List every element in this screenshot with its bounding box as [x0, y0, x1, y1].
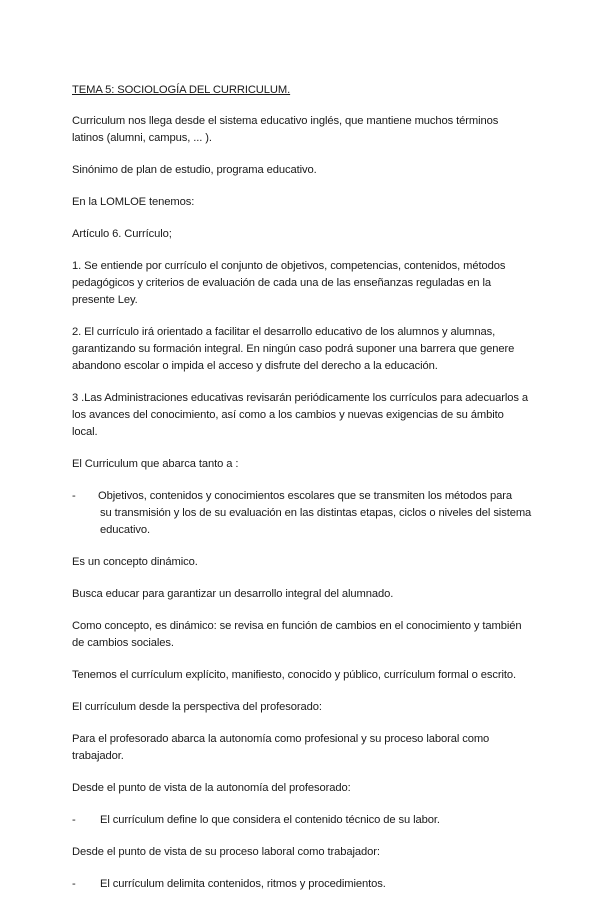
paragraph-autonomy-viewpoint: Desde el punto de vista de la autonomía del profesorado: [72, 782, 351, 794]
paragraph-curriculum-covers: El Curriculum que abarca tanto a : [72, 458, 239, 470]
paragraph-lomloe: En la LOMLOE tenemos: [72, 196, 195, 208]
document-page [72, 82, 532, 908]
paragraph-article-6-point-1: 1. Se entiende por currículo el conjunto de objetivos, competencias, contenidos, métodos pedagógicos y criterios de evaluación de cada una de las enseñanzas reguladas en la presente Ley. [72, 260, 506, 306]
paragraph-teacher-perspective: El currículum desde la perspectiva del profesorado: [72, 701, 322, 713]
paragraph-article-6-point-2: 2. El currículo irá orientado a facilitar el desarrollo educativo de los alumnos y alumnas, garantizando su formación integral. En ningún caso podrá suponer una barrera que genere abandono escolar o impida el acceso y disfrute del derecho a la educación. [72, 326, 515, 372]
bullet-marker: - [72, 814, 76, 826]
paragraph-revision: Como concepto, es dinámico: se revisa en función de cambios en el conocimiento y también de cambios sociales. [72, 620, 522, 649]
bullet-text: El currículum define lo que considera el contenido técnico de su labor. [100, 814, 440, 826]
paragraph-labor-viewpoint: Desde el punto de vista de su proceso laboral como trabajador: [72, 846, 380, 858]
paragraph-teacher-autonomy-process: Para el profesorado abarca la autonomía como profesional y su proceso laboral como trabajador. [72, 733, 490, 762]
bullet-marker: - [72, 490, 76, 502]
bullet-marker: - [72, 878, 76, 890]
document-title: TEMA 5: SOCIOLOGÍA DEL CURRICULUM. [72, 84, 291, 96]
bullet-text-continuation: su transmisión y los de su evaluación en las distintas etapas, ciclos o niveles del sistema educativo. [100, 507, 532, 536]
paragraph-article-6: Artículo 6. Currículo; [72, 228, 172, 240]
bullet-item-delimits-contents [72, 876, 532, 893]
paragraph-article-6-point-3: 3 .Las Administraciones educativas revisarán periódicamente los currículos para adecuarlos a los avances del conocimiento, así como a los cambios y nuevas exigencias de su ámbito local. [72, 392, 528, 438]
paragraph-integral-development: Busca educar para garantizar un desarrollo integral del alumnado. [72, 588, 394, 600]
bullet-item-technical-content [72, 812, 532, 829]
bullet-text: El currículum delimita contenidos, ritmos y procedimientos. [100, 878, 386, 890]
paragraph-origin: Curriculum nos llega desde el sistema educativo inglés, que mantiene muchos términos latinos (alumni, campus, ... ). [72, 115, 499, 144]
bullet-text-first-line: Objetivos, contenidos y conocimientos escolares que se transmiten los métodos para [98, 490, 513, 502]
paragraph-explicit-curriculum: Tenemos el currículum explícito, manifiesto, conocido y público, currículum formal o escrito. [72, 669, 516, 681]
paragraph-synonym: Sinónimo de plan de estudio, programa educativo. [72, 164, 317, 176]
bullet-item-objectives [72, 488, 532, 539]
paragraph-dynamic-concept: Es un concepto dinámico. [72, 556, 198, 568]
